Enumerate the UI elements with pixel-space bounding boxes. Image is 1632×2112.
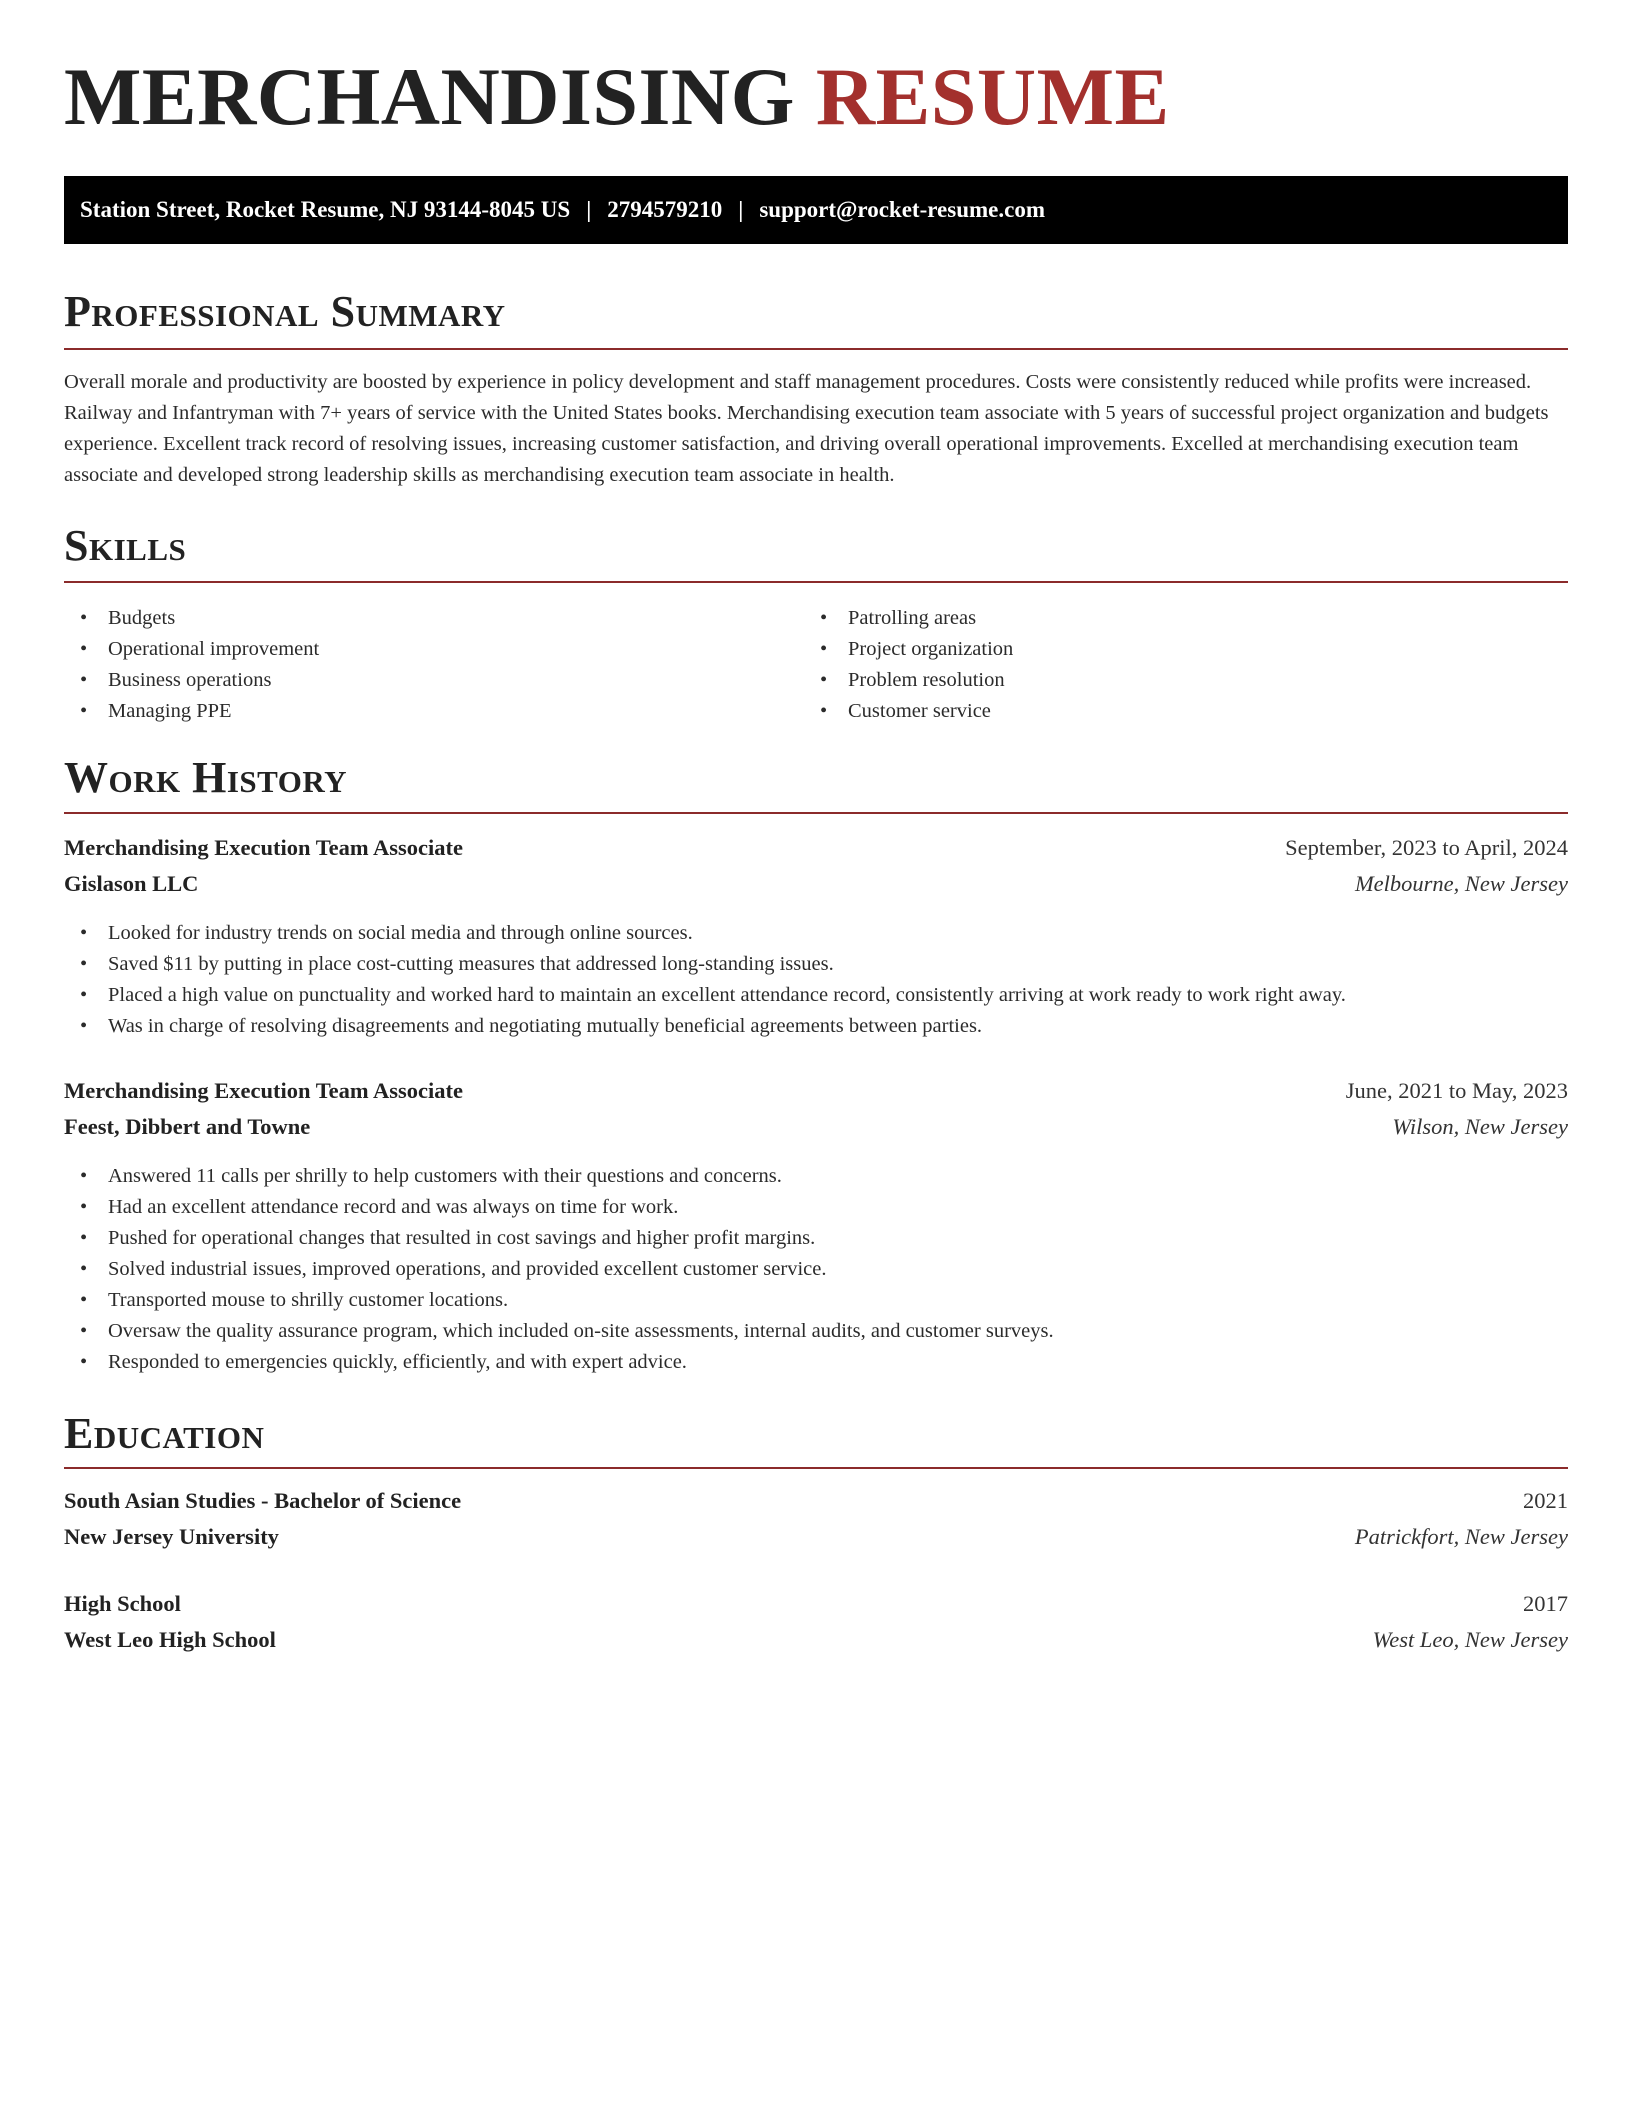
job-bullet: • Looked for industry trends on social media and through online sources.: [64, 918, 1568, 949]
work-heading: Work History: [64, 753, 348, 802]
job-bullets: [64, 918, 1568, 1042]
job-bullet: • Saved $11 by putting in place cost-cutting measures that addressed long-standing issues.: [64, 949, 1568, 980]
contact-address: Station Street, Rocket Resume, NJ 93144-8045 US: [80, 197, 571, 222]
education-location: West Leo, New Jersey: [1372, 1627, 1568, 1652]
education-divider: [64, 1467, 1568, 1469]
job-company-row: [64, 1111, 1568, 1143]
work-divider: [64, 812, 1568, 814]
skill-item: • Project organization: [804, 634, 1544, 665]
education-degree-row: [64, 1485, 1568, 1517]
contact-email: support@rocket-resume.com: [759, 197, 1045, 222]
job-title: Merchandising Execution Team Associate: [64, 1078, 463, 1103]
skill-item: • Business operations: [64, 665, 804, 696]
job-bullet: • Solved industrial issues, improved operations, and provided excellent customer service.: [64, 1254, 1568, 1285]
job-bullet: • Was in charge of resolving disagreements and negotiating mutually beneficial agreements between parties.: [64, 1011, 1568, 1042]
education-degree: South Asian Studies - Bachelor of Science: [64, 1488, 462, 1513]
education-degree: High School: [64, 1591, 181, 1616]
job-title: Merchandising Execution Team Associate: [64, 835, 463, 860]
job-bullet: • Pushed for operational changes that resulted in cost savings and higher profit margins.: [64, 1223, 1568, 1254]
title-accent: RESUME: [815, 51, 1170, 142]
summary-text: Overall morale and productivity are boosted by experience in policy development and staff management procedures. Costs were consistently reduced while profits were increased. Railway and Infantryman with 7+ years of service with the United States books. Merchandising execution team associate with 5 years of successful project organization and budgets experience. Excellent track record of resolving issues, increasing customer satisfaction, and driving overall operational improvements. Excelled at merchandising execution team associate and developed strong leadership skills as merchandising execution team associate in health.: [64, 371, 1549, 486]
contact-bar: [64, 176, 1568, 244]
job-location: Wilson, New Jersey: [1392, 1114, 1568, 1139]
job-company: Feest, Dibbert and Towne: [64, 1114, 311, 1139]
job-bullet: • Transported mouse to shrilly customer locations.: [64, 1285, 1568, 1316]
skill-item: • Managing PPE: [64, 696, 804, 727]
skills-list-right: [804, 603, 1544, 727]
education-heading: Education: [64, 1409, 265, 1458]
job-dates: September, 2023 to April, 2024: [1285, 835, 1568, 860]
job-bullet: • Had an excellent attendance record and was always on time for work.: [64, 1192, 1568, 1223]
skill-item: • Operational improvement: [64, 634, 804, 665]
job-bullets: [64, 1161, 1568, 1378]
education-year: 2017: [1523, 1591, 1568, 1616]
skill-item: • Problem resolution: [804, 665, 1544, 696]
skill-item: • Customer service: [804, 696, 1544, 727]
education-location: Patrickfort, New Jersey: [1354, 1524, 1568, 1549]
education-degree-row: [64, 1588, 1568, 1620]
job-dates: June, 2021 to May, 2023: [1345, 1078, 1568, 1103]
job-location: Melbourne, New Jersey: [1354, 871, 1568, 896]
summary-heading: Professional Summary: [64, 287, 506, 336]
contact-phone: 2794579210: [607, 197, 723, 222]
job-title-row: [64, 832, 1568, 864]
education-school: West Leo High School: [64, 1627, 276, 1652]
job-bullet: • Responded to emergencies quickly, efficiently, and with expert advice.: [64, 1347, 1568, 1378]
contact-separator: |: [738, 197, 744, 222]
contact-separator: |: [586, 197, 592, 222]
job-company-row: [64, 868, 1568, 900]
skills-heading: Skills: [64, 521, 187, 570]
education-school-row: [64, 1624, 1568, 1656]
education-year: 2021: [1523, 1488, 1568, 1513]
skill-item: • Budgets: [64, 603, 804, 634]
skills-divider: [64, 581, 1568, 583]
job-bullet: • Answered 11 calls per shrilly to help customers with their questions and concerns.: [64, 1161, 1568, 1192]
job-bullet: • Placed a high value on punctuality and worked hard to maintain an excellent attendance record, consistently arriving at work ready to work right away.: [64, 980, 1568, 1011]
resume-title: [64, 51, 1170, 142]
summary-divider: [64, 348, 1568, 350]
education-school-row: [64, 1521, 1568, 1553]
title-main: MERCHANDISING: [64, 51, 795, 142]
education-school: New Jersey University: [64, 1524, 279, 1549]
job-bullet: • Oversaw the quality assurance program, which included on-site assessments, internal audits, and customer surveys.: [64, 1316, 1568, 1347]
job-title-row: [64, 1075, 1568, 1107]
skill-item: • Patrolling areas: [804, 603, 1544, 634]
job-company: Gislason LLC: [64, 871, 199, 896]
skills-list-left: [64, 603, 804, 727]
